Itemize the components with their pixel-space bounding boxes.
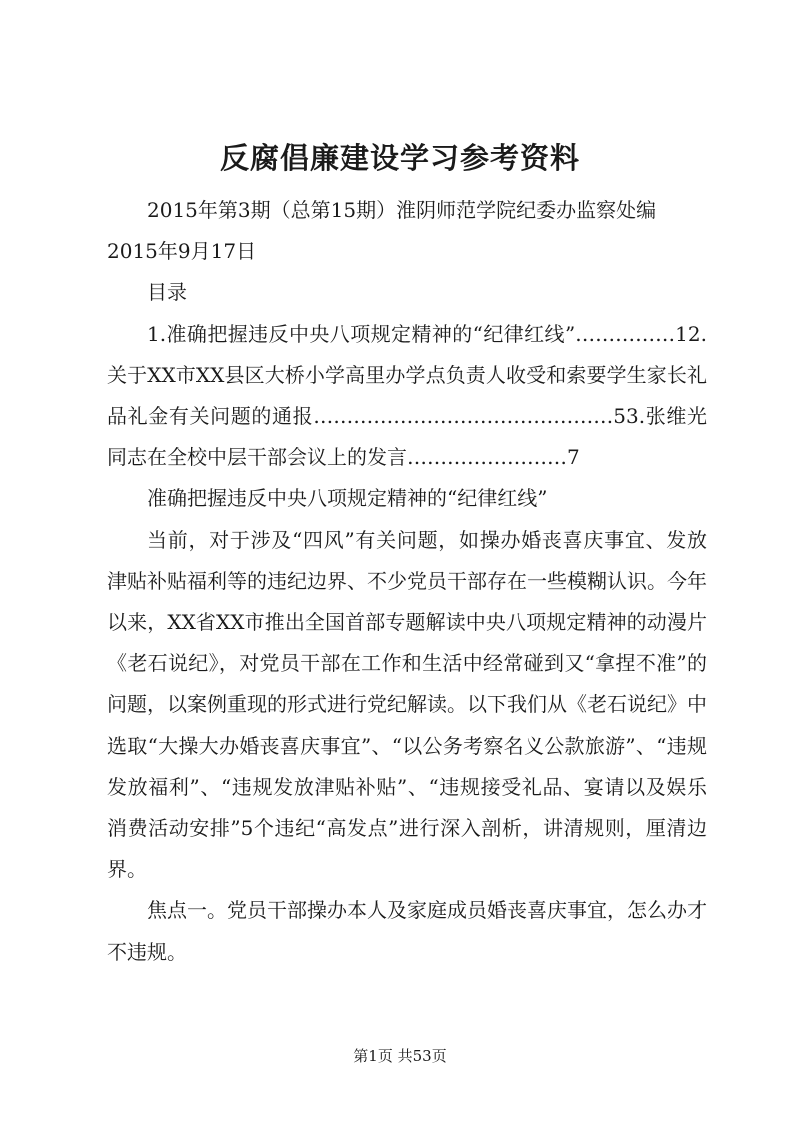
issue-info: 2015年第3期（总第15期）淮阴师范学院纪委办监察处编 xyxy=(147,198,657,222)
page-footer: 第1页 共53页 xyxy=(353,1047,447,1065)
toc-heading: 目录 xyxy=(147,280,187,305)
issue-date: 2015年9月17日 xyxy=(107,239,257,264)
paragraph-1: 当前，对于涉及“四风”有关问题，如操办婚丧喜庆事宜、发放津贴补贴福利等的违纪边界、不少党员干部存在一些模糊认识。今年以来，XX省XX市推出全国首部专题解读中央八项规定精神的动漫片《老石说纪》，对党员干部在工作和生活中经常碰到又“拿捏不准”的问题，以案例重现的形式进行党纪解读。以下我们从《老石说纪》中选取“大操大办婚丧喜庆事宜”、“以公务考察名义公款旅游”、“违规发放福利”、“违规发放津贴补贴”、“违规接受礼品、宴请以及娱乐消费活动安排”5个违纪“高发点”进行深入剖析，讲清规则，厘清边界。 xyxy=(107,527,707,882)
issue-line xyxy=(107,190,707,272)
document-body xyxy=(107,190,707,973)
section-heading: 准确把握违反中央八项规定精神的“纪律红线” xyxy=(147,486,548,511)
toc-entries: 1.准确把握违反中央八项规定精神的“纪律红线”……………12.关于XX市XX县区大桥小学高里办学点负责人收受和索要学生家长礼品礼金有关问题的通报………………………………………53.张维光同志在全校中层干部会议上的发言……………………7 xyxy=(107,321,707,470)
paragraph-2: 焦点一。党员干部操办本人及家庭成员婚丧喜庆事宜，怎么办才不违规。 xyxy=(107,898,707,964)
document-title: 反腐倡廉建设学习参考资料 xyxy=(219,141,580,175)
